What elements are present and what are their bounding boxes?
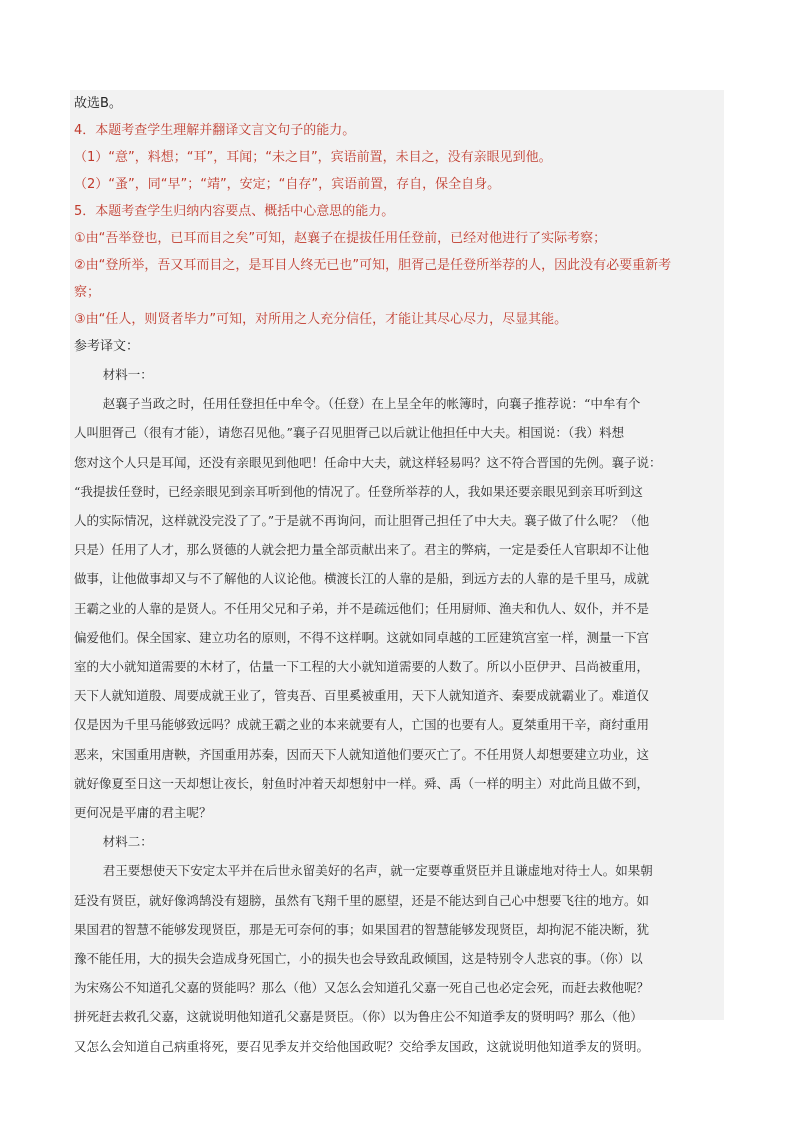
q5-item-3: ③由“任人，则贤者毕力”可知，对所用之人充分信任，才能让其尽心尽力，尽显其能。 xyxy=(74,312,568,327)
q4-item-2: （2）“蚤”，同“早”；“靖”，安定；“自存”，宾语前置，存自，保全自身。 xyxy=(74,177,501,192)
m1-line: 更何况是平庸的君主呢？ xyxy=(74,805,212,821)
m1-line: 就好像夏至日这一天却想让夜长，射鱼时冲着天却想射中一样。舜、禹（一样的明主）对此尚且做不到， xyxy=(74,775,650,791)
answer-line-1: 故选B。 xyxy=(74,96,122,111)
m1-line: 您对这个人只是耳闻，还没有亲眼见到他吧！任命中大夫，就这样轻易吗？这不符合晋国的先例。襄子说： xyxy=(74,454,662,470)
m1-line: 仅是因为千里马能够致远吗？成就王霸之业的本来就要有人，亡国的也要有人。夏桀重用干辛，商纣重用 xyxy=(74,717,650,733)
translation-section xyxy=(74,360,720,1061)
m1-line: 人的实际情况，这样就没完没了了。”于是就不再询问，而让胆胥己担任了中大夫。襄子做了什么呢？（他 xyxy=(74,513,650,529)
q4-title: 4．本题考查学生理解并翻译文言文句子的能力。 xyxy=(74,123,356,138)
m1-line: 人叫胆胥己（很有才能），请您召见他。”襄子召见胆胥己以后就让他担任中大夫。相国说：（我）料想 xyxy=(74,425,625,441)
m2-line: 拼死赶去救孔父嘉，这就说明他知道孔父嘉是贤臣。（你）以为鲁庄公不知道季友的贤明吗？那么（他） xyxy=(74,1009,643,1025)
reference-label: 参考译文： xyxy=(74,339,140,354)
q5-title: 5．本题考查学生归纳内容要点、概括中心意思的能力。 xyxy=(74,204,395,219)
m1-line: 只是）任用了人才，那么贤德的人就会把力量全部贡献出来了。君主的弊病，一定是委任人官职却不让他 xyxy=(74,542,650,558)
m1-line: 室的大小就知道需要的木材了，估量一下工程的大小就知道需要的人数了。所以小臣伊尹、吕尚被重用， xyxy=(74,659,650,675)
m1-line: “我提拔任登时，已经亲眼见到亲耳听到他的情况了。任登所举荐的人，我如果还要亲眼见到亲耳听到这 xyxy=(74,483,643,499)
m1-line: 做事，让他做事却又与不了解他的人议论他。横渡长江的人靠的是船，到远方去的人靠的是千里马，成就 xyxy=(74,571,650,587)
material-1-heading: 材料一： xyxy=(102,367,153,382)
m2-line: 豫不能任用，大的损失会造成身死国亡，小的损失也会导致乱政倾国，这是特别令人悲哀的事。（你）以 xyxy=(74,951,643,967)
material-2-heading: 材料二： xyxy=(102,834,153,850)
m2-line: 君王要想使天下安定太平并在后世永留美好的名声，就一定要尊重贤臣并且谦虚地对待士人。如果朝 xyxy=(102,863,653,879)
m1-line: 王霸之业的人靠的是贤人。不任用父兄和子弟，并不是疏远他们；任用厨师、渔夫和仇人、奴仆，并不是 xyxy=(74,600,650,616)
answer-section xyxy=(74,90,720,360)
m1-line: 天下人就知道殷、周要成就王业了，管夷吾、百里奚被重用，天下人就知道齐、秦要成就霸业了。难道仅 xyxy=(74,688,650,704)
q4-item-1: （1）“意”，料想；“耳”，耳闻；“未之目”，宾语前置，未目之，没有亲眼见到他。 xyxy=(74,150,552,165)
m1-line: 恶来，宋国重用唐鞅，齐国重用苏秦，因而天下人就知道他们要灭亡了。不任用贤人却想要建立功业，这 xyxy=(74,746,650,762)
m2-line: 又怎么会知道自己病重将死，要召见季友并交给他国政呢？交给季友国政，这就说明他知道季友的贤明。 xyxy=(74,1038,650,1054)
m2-line: 廷没有贤臣，就好像鸿鹄没有翅膀，虽然有飞翔千里的愿望，还是不能达到自己心中想要飞往的地方。如 xyxy=(74,892,650,908)
q5-item-1: ①由“吾举登也，已耳而目之矣”可知，赵襄子在提拔任用任登前，已经对他进行了实际考察； xyxy=(74,231,607,246)
m1-line: 赵襄子当政之时，任用任登担任中牟令。（任登）在上呈全年的帐簿时，向襄子推荐说：“中牟有个 xyxy=(102,396,641,412)
q5-item-2: ②由“登所举，吾又耳而目之，是耳目人终无已也”可知，胆胥己是任登所举荐的人，因此没有必要重新考 xyxy=(74,258,672,273)
m1-line: 偏爱他们。保全国家、建立功名的原则，不得不这样啊。这就如同卓越的工匠建筑宫室一样，测量一下宫 xyxy=(74,629,650,645)
m2-line: 果国君的智慧不能够发现贤臣，那是无可奈何的事；如果国君的智慧能够发现贤臣，却拘泥不能决断，犹 xyxy=(74,921,650,937)
q5-item-2-cont: 察； xyxy=(74,285,101,300)
m2-line: 为宋殇公不知道孔父嘉的贤能吗？那么（他）又怎么会知道孔父嘉一死自己也必定会死，而赶去救他呢？ xyxy=(74,980,650,996)
